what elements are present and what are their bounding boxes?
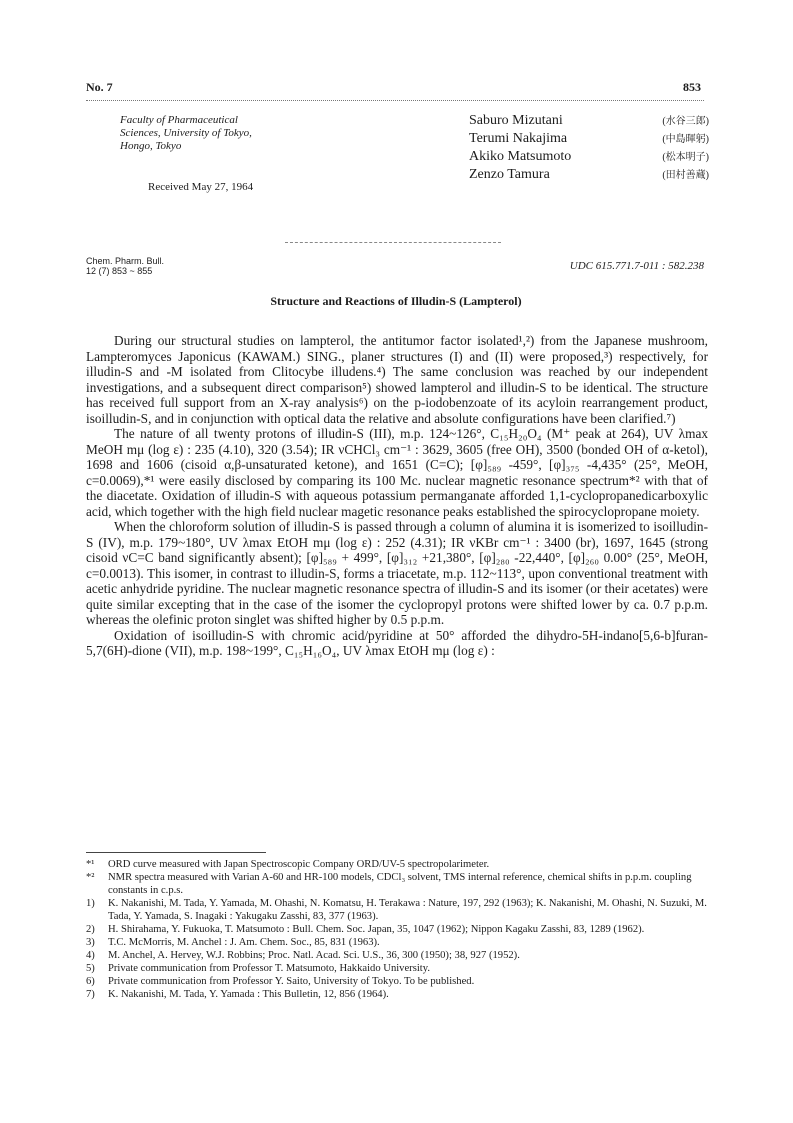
body-paragraph: During our structural studies on lampterol, the antitumor factor isolated¹,²) from the Japanese mushroom, Lampteromyces Japonicus (KAWAM.) SING., planer structures (I) and (II) were proposed,³) respectively, for illudin-S and -M isolated from Clitocybe illudens.⁴) The same conclusion was reached by our independent investigations, and a subsequent direct comparison⁵) showed lampterol and illudin-S to be identical. The structure has received full support from an X-ray analysis⁶) on the p-iodobenzoate of its acyloin rearrangement product, isoilludin-S, and in conjunction with optical data the relative and absolute configurations have been clarified.⁷) <box>86 333 708 426</box>
author <box>469 166 709 184</box>
body-paragraph: Oxidation of isoilludin-S with chromic acid/pyridine at 50° afforded the dihydro-5H-indano[5,6-b]furan-5,7(6H)-dione (VII), m.p. 198~199°, C₁₅H₁₆O₄, UV λmax EtOH mμ (log ε) : <box>86 627 708 658</box>
affiliation-line: Hongo, Tokyo <box>120 140 182 152</box>
author-name: Zenzo Tamura <box>469 167 550 182</box>
author <box>469 148 709 166</box>
reference <box>86 962 708 975</box>
reference <box>86 897 708 923</box>
reference-mark: 1) <box>86 898 95 909</box>
author-name: Terumi Nakajima <box>469 131 568 146</box>
footnote-text: NMR spectra measured with Varian A-60 and HR-100 models, CDCl₃ solvent, TMS internal reference, chemical shifts in p.p.m. coupling constants in c.p.s. <box>108 872 692 896</box>
affiliation-line: Faculty of Pharmaceutical <box>120 114 238 126</box>
reference-text: K. Nakanishi, M. Tada, Y. Yamada, M. Ohashi, N. Komatsu, H. Terakawa : Nature, 197, 292 (1963); K. Nakanishi, M. Ohashi, N. Suzuki, M. Tada, Y. Yamada, S. Inagaki : Yakugaku Zasshi, 83, 377 (1963). <box>108 898 707 922</box>
section-separator <box>285 242 501 243</box>
reference-text: K. Nakanishi, M. Tada, Y. Yamada : This Bulletin, 12, 856 (1964). <box>108 989 389 1000</box>
journal-ref-line: Chem. Pharm. Bull. <box>86 256 165 266</box>
affiliation-line: Sciences, University of Tokyo, <box>120 127 252 139</box>
author-list <box>469 112 709 184</box>
author-name: Saburo Mizutani <box>469 113 563 128</box>
received-date: Received May 27, 1964 <box>148 181 254 193</box>
author-kanji: (中島暉躬) <box>662 134 709 145</box>
footnote-mark: *¹ <box>86 859 95 870</box>
reference-text: M. Anchel, A. Hervey, W.J. Robbins; Proc. Natl. Acad. Sci. U.S., 36, 300 (1950); 38, 927 (1952). <box>108 950 520 961</box>
reference-mark: 6) <box>86 976 95 987</box>
body-paragraph: The nature of all twenty protons of illudin-S (III), m.p. 124~126°, C₁₅H₂₀O₄ (M⁺ peak at 264), UV λmax MeOH mμ (log ε) : 235 (4.10), 320 (3.54); IR νCHCl₃ cm⁻¹ : 3629, 3605 (free OH), 3500 (bonded OH of α-ketol), 1698 and 1606 (cisoid α,β-unsaturated ketone), and 1651 (C=C); [φ]₅₈₉ -459°, [φ]₃₇₅ -4,435° (25°, MeOH, c=0.0069),*¹ were easily disclosed by comparing its 100 Mc. nuclear magnetic resonance spectrum*² with that of the diacetate. Oxidation of illudin-S with aqueous potassium permanganate afforded 1,1-cyclopropanedicarboxylic acid, which together with the high field nuclear magetic resonance peaks established the spirocyclopropane moiety. <box>86 426 708 519</box>
page-number: 853 <box>683 80 701 94</box>
article-title: Structure and Reactions of Illudin-S (Lampterol) <box>270 294 522 308</box>
body-paragraph: When the chloroform solution of illudin-S is passed through a column of alumina it is isomerized to isoilludin-S (IV), m.p. 179~180°, UV λmax EtOH mμ (log ε) : 252 (4.31); IR νKBr cm⁻¹ : 3400 (br), 1697, 1645 (strong cisoid νC=C band significantly absent); [φ]₅₈₉ + 499°, [φ]₃₁₂ +21,380°, [φ]₂₈₀ -22,440°, [φ]₂₆₀ 0.00° (25°, MeOH, c=0.0013). This isomer, in contrast to illudin-S, forms a triacetate, m.p. 112~113°, upon conventional treatment with acetic anhydride pyridine. The nuclear magnetic resonance spectra of illudin-S and its isomer (or their acetates) were quite similar excepting that in the case of the isomer the cyclopropyl protons were shifted lower by ca. 0.7 p.p.m. whereas the olefinic proton singlet was shifted higher by 0.5 p.p.m. <box>86 519 708 627</box>
author <box>469 112 709 130</box>
reference-text: H. Shirahama, Y. Fukuoka, T. Matsumoto : Bull. Chem. Soc. Japan, 35, 1047 (1962); Nippon Kagaku Zasshi, 83, 1289 (1962). <box>108 924 645 935</box>
reference-mark: 5) <box>86 963 95 974</box>
footnote <box>86 871 708 897</box>
reference-mark: 7) <box>86 989 95 1000</box>
affiliation <box>120 114 252 153</box>
reference <box>86 936 708 949</box>
reference-mark: 3) <box>86 937 95 948</box>
issue-number: No. 7 <box>86 80 113 94</box>
footnote-rule <box>86 852 266 853</box>
reference-text: Private communication from Professor T. Matsumoto, Hakkaido University. <box>108 963 430 974</box>
footnote <box>86 858 708 871</box>
author-kanji: (水谷三郎) <box>662 116 709 127</box>
reference <box>86 975 708 988</box>
author <box>469 130 709 148</box>
reference <box>86 949 708 962</box>
author-kanji: (田村善蔵) <box>662 170 709 181</box>
journal-ref-line: 12 (7) 853 ~ 855 <box>86 266 153 276</box>
journal-reference <box>86 256 164 276</box>
author-name: Akiko Matsumoto <box>469 149 572 164</box>
header-rule <box>86 100 704 101</box>
footnote-mark: *² <box>86 872 95 883</box>
reference <box>86 988 708 1001</box>
reference-text: T.C. McMorris, M. Anchel : J. Am. Chem. Soc., 85, 831 (1963). <box>108 937 380 948</box>
article-body <box>86 333 708 659</box>
reference-mark: 4) <box>86 950 95 961</box>
reference-mark: 2) <box>86 924 95 935</box>
footnotes <box>86 858 708 1001</box>
footnote-text: ORD curve measured with Japan Spectroscopic Company ORD/UV-5 spectropolarimeter. <box>108 859 490 870</box>
udc-code: UDC 615.771.7-011 : 582.238 <box>569 260 704 272</box>
author-kanji: (松本明子) <box>662 152 709 163</box>
reference <box>86 923 708 936</box>
reference-text: Private communication from Professor Y. Saito, University of Tokyo. To be published. <box>108 976 475 987</box>
